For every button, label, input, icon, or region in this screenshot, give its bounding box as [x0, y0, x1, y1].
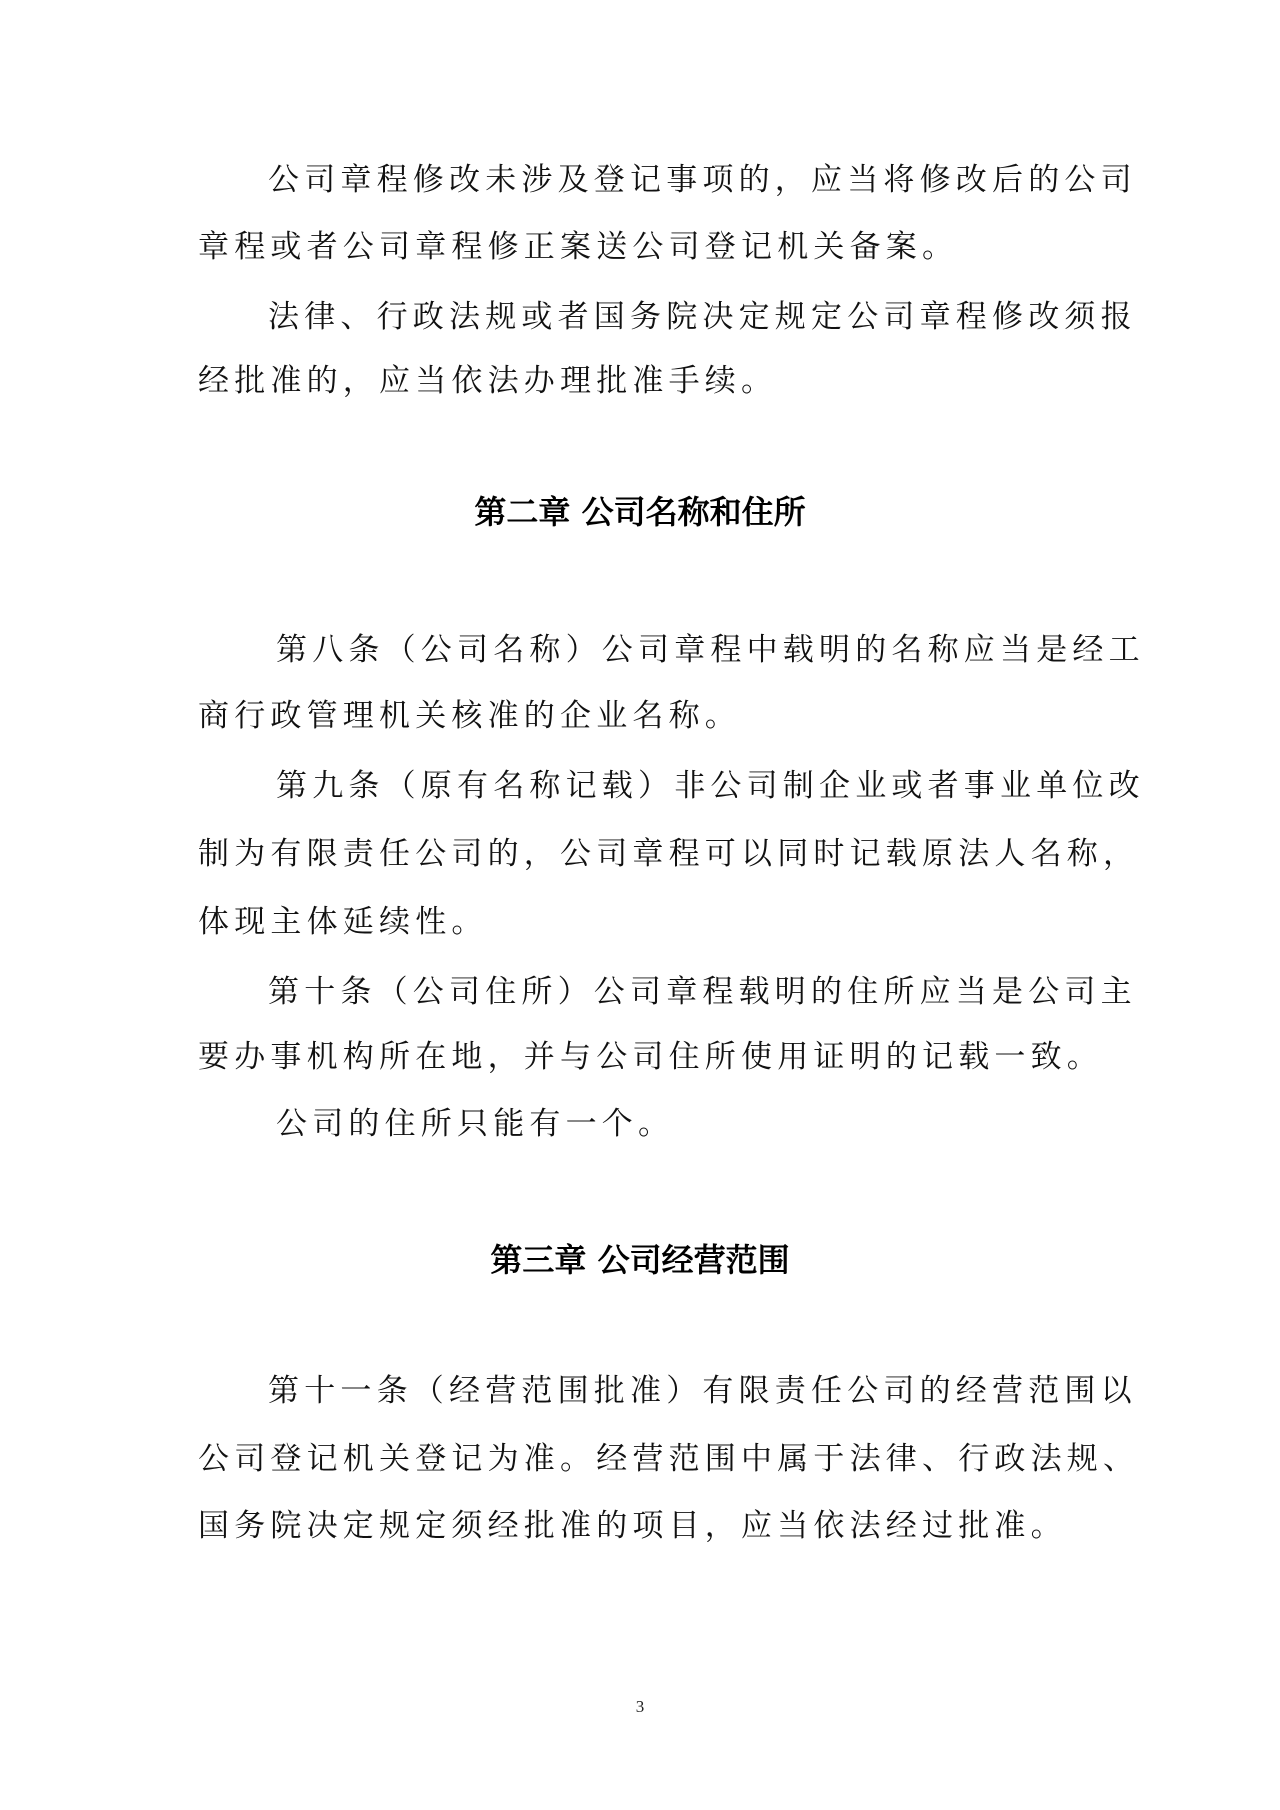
- paragraph-line: 公司章程修改未涉及登记事项的，应当将修改后的公司: [268, 162, 1137, 198]
- page-number: 3: [635, 1697, 645, 1716]
- article-8-line: 第八条（公司名称）公司章程中载明的名称应当是经工: [276, 632, 1145, 668]
- article-9-line: 体现主体延续性。: [198, 904, 488, 940]
- article-10-line: 第十条（公司住所）公司章程载明的住所应当是公司主: [268, 974, 1137, 1010]
- article-10-line: 公司的住所只能有一个。: [276, 1106, 675, 1142]
- chapter-2-heading: 第二章 公司名称和住所: [474, 493, 806, 531]
- article-11-line: 第十一条（经营范围批准）有限责任公司的经营范围以: [268, 1373, 1137, 1409]
- article-9-line: 制为有限责任公司的，公司章程可以同时记载原法人名称，: [198, 836, 1140, 872]
- paragraph-line: 经批准的，应当依法办理批准手续。: [198, 363, 778, 399]
- paragraph-line: 章程或者公司章程修正案送公司登记机关备案。: [198, 229, 959, 265]
- article-9-line: 第九条（原有名称记载）非公司制企业或者事业单位改: [276, 768, 1145, 804]
- article-8-line: 商行政管理机关核准的企业名称。: [198, 698, 741, 734]
- chapter-3-heading: 第三章 公司经营范围: [490, 1241, 790, 1279]
- article-11-line: 国务院决定规定须经批准的项目，应当依法经过批准。: [198, 1508, 1067, 1544]
- article-10-line: 要办事机构所在地，并与公司住所使用证明的记载一致。: [198, 1039, 1103, 1075]
- paragraph-line: 法律、行政法规或者国务院决定规定公司章程修改须报: [268, 299, 1137, 335]
- article-11-line: 公司登记机关登记为准。经营范围中属于法律、行政法规、: [198, 1441, 1140, 1477]
